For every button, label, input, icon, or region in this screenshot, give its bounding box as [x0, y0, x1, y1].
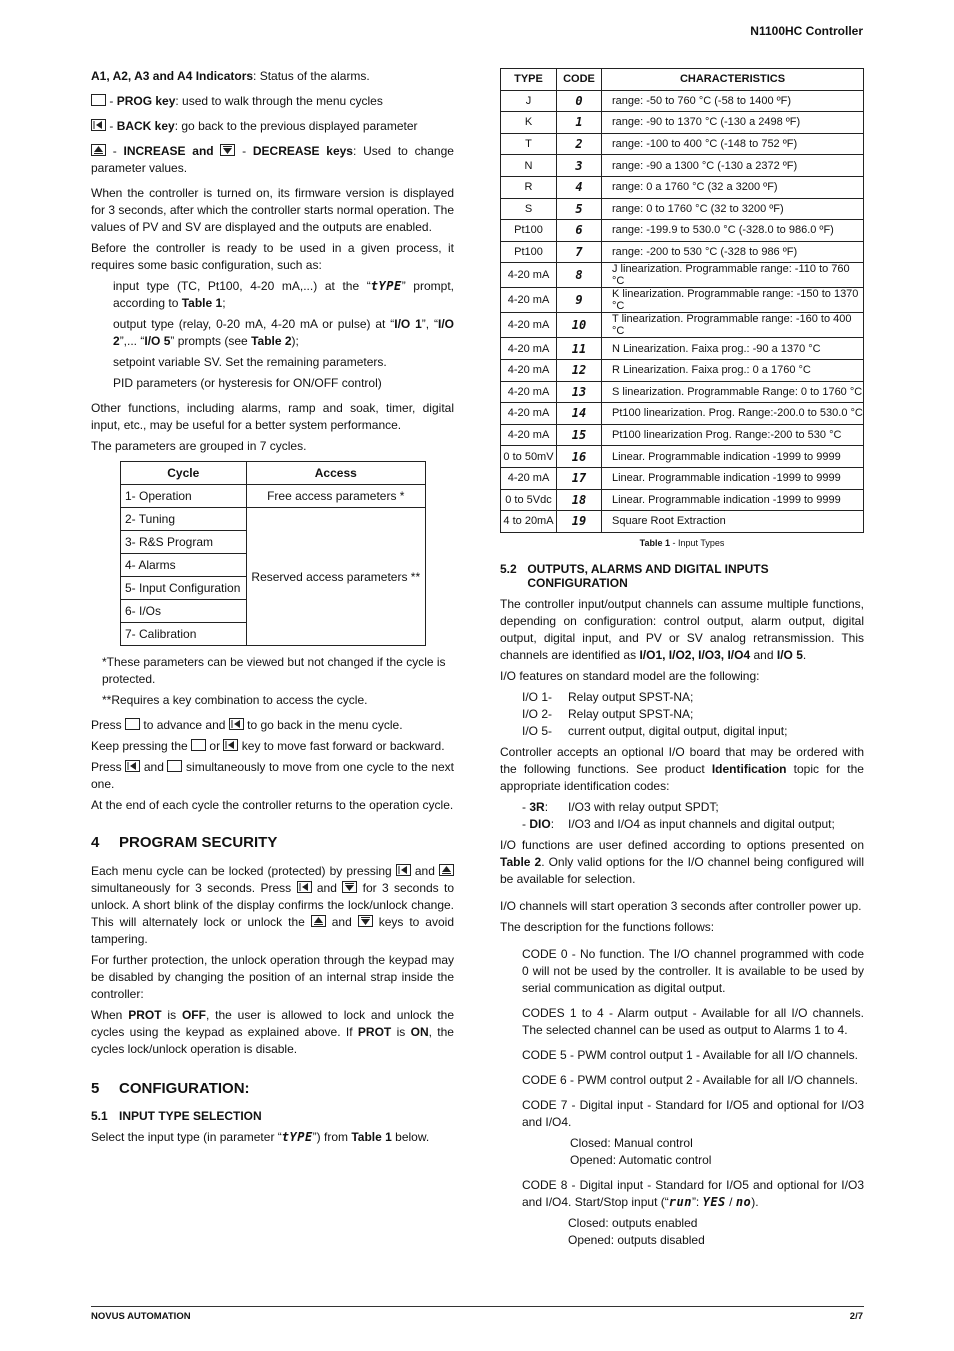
- table-row: [501, 155, 864, 177]
- characteristics-cell: T linearization. Programmable range: -160 to 400 °C: [602, 313, 864, 338]
- characteristics-cell: Pt100 linearization. Prog. Range:-200.0 to 530.0 °C: [602, 403, 864, 425]
- before-paragraph: Before the controller is ready to be used in a given process, it requires some basic configuration, such as:: [91, 241, 454, 272]
- type-header: TYPE: [501, 69, 557, 91]
- table-row: [501, 288, 864, 313]
- characteristics-cell: range: -90 to 1370 °C (-130 a 2498 ºF): [602, 112, 864, 134]
- keep-pressing-paragraph: Keep pressing the or key to move fast forward or backward.: [91, 739, 445, 753]
- back-key-paragraph: - BACK key: go back to the previous displayed parameter: [91, 118, 454, 135]
- code-cell: 19: [557, 511, 602, 533]
- characteristics-cell: range: -90 a 1300 °C (-130 a 2372 ºF): [602, 155, 864, 177]
- table-row: [501, 446, 864, 468]
- optional-board-list: [500, 799, 864, 833]
- optional-board-paragraph: Controller accepts an optional I/O board that may be ordered with the following functions. See product Identification topic for the appropriate identification codes:: [500, 744, 864, 793]
- prog-key-icon: [191, 739, 206, 751]
- opened-state: Opened: outputs disabled: [568, 1232, 705, 1247]
- type-cell: 4-20 mA: [501, 263, 557, 288]
- code-cell: 3: [557, 155, 602, 177]
- code-cell: 15: [557, 424, 602, 446]
- table-row: [501, 467, 864, 489]
- prog-key-icon: [91, 94, 106, 106]
- turn-on-paragraph: When the controller is turned on, its firmware version is displayed for 3 seconds, after which the controller starts normal operation. The values of PV and SV are displayed and the outputs are enabled.: [91, 186, 454, 234]
- table-row: [501, 381, 864, 403]
- increase-key-icon: [439, 864, 454, 876]
- cycles-table: [120, 461, 426, 646]
- characteristics-cell: range: -50 to 760 °C (-58 to 1400 ºF): [602, 90, 864, 112]
- type-cell: K: [501, 112, 557, 134]
- table-row: [121, 485, 426, 508]
- prog-key-paragraph: - PROG key: used to walk through the menu cycles: [91, 93, 454, 110]
- type-cell: N: [501, 155, 557, 177]
- back-key-icon: [396, 864, 411, 876]
- note-key-combination: **Requires a key combination to access the cycle.: [102, 693, 368, 707]
- code-cell: 14: [557, 403, 602, 425]
- io-features-list: [500, 689, 864, 740]
- code-5-paragraph: CODE 5 - PWM control output 1 - Available for all I/O channels.: [522, 1047, 858, 1062]
- table-row: [501, 90, 864, 112]
- user-defined-paragraph: I/O functions are user defined according to options presented on Table 2. Only valid options for the I/O channel being configured will be available for selection.: [500, 837, 864, 886]
- list-item: I/O 1- Relay output SPST-NA;: [522, 689, 694, 704]
- characteristics-cell: S linearization. Programmable Range: 0 to 1760 °C: [602, 381, 864, 403]
- list-item: I/O 2- Relay output SPST-NA;: [522, 706, 694, 721]
- list-item: - 3R: I/O3 with relay output SPDT;: [522, 799, 719, 814]
- prog-key-icon: [125, 718, 140, 730]
- table-row: [501, 424, 864, 446]
- table-row: [501, 338, 864, 360]
- code-cell: 1: [557, 112, 602, 134]
- strap-paragraph: For further protection, the unlock operation through the keypad may be disabled by changing the position of an internal strap inside the controller:: [91, 953, 454, 1001]
- increase-key-icon: [311, 915, 326, 927]
- input-type-selection-paragraph: Select the input type (in parameter “tYPE”) from Table 1 below.: [91, 1130, 430, 1144]
- grouped-paragraph: The parameters are grouped in 7 cycles.: [91, 439, 307, 453]
- cycle-cell: 6- I/Os: [121, 600, 247, 623]
- config-item-output-type: output type (relay, 0-20 mA, 4-20 mA or pulse) at “I/O 1”, “I/O 2”,... “I/O 5” prompts (see Table 2);: [113, 317, 454, 348]
- type-cell: 4-20 mA: [501, 467, 557, 489]
- code-cell: 18: [557, 489, 602, 511]
- code-1-4-paragraph: CODES 1 to 4 - Alarm output - Available for all I/O channels. The selected channel can be used as output to Alarms 1 to 4.: [522, 1005, 864, 1037]
- closed-state: Closed: outputs enabled: [568, 1215, 698, 1230]
- characteristics-cell: R Linearization. Faixa prog.: 0 a 1760 °C: [602, 359, 864, 381]
- footer-company: NOVUS AUTOMATION: [91, 1311, 191, 1322]
- code-cell: 12: [557, 359, 602, 381]
- code-7-states: [500, 1135, 864, 1169]
- section-5-2-heading: 5.2 OUTPUTS, ALARMS AND DIGITAL INPUTS CONFIGURATION: [500, 561, 769, 590]
- description-paragraph: The description for the functions follows:: [500, 919, 715, 934]
- lock-paragraph: Each menu cycle can be locked (protected) by pressing and simultaneously for 3 seconds. Press and for 3 seconds to unlock. A short blink of the display confirms the lock/unlock change. This will alternately lock or unlock the and keys to avoid tampering.: [91, 864, 455, 946]
- code-cell: 7: [557, 241, 602, 263]
- input-types-table: [500, 68, 864, 533]
- type-cell: Pt100: [501, 241, 557, 263]
- code-cell: 9: [557, 288, 602, 313]
- io-features-paragraph: I/O features on standard model are the following:: [500, 668, 760, 683]
- code-cell: 8: [557, 263, 602, 288]
- left-column: [91, 68, 454, 1150]
- code-6-paragraph: CODE 6 - PWM control output 2 - Available for all I/O channels.: [522, 1072, 858, 1087]
- footer-page-number: 2/7: [849, 1311, 863, 1322]
- decrease-key-icon: [220, 144, 235, 156]
- note-viewable: *These parameters can be viewed but not changed if the cycle is protected.: [102, 655, 446, 686]
- code-header: CODE: [557, 69, 602, 91]
- section-5-1-heading: 5.1 INPUT TYPE SELECTION: [91, 1109, 262, 1123]
- code-8-paragraph: CODE 8 - Digital input - Standard for I/O5 and optional for I/O3 and I/O4. Start/Stop input (“run”: YES / no).: [522, 1177, 864, 1209]
- characteristics-cell: Linear. Programmable indication -1999 to 9999: [602, 446, 864, 468]
- cycle-cell: 4- Alarms: [121, 554, 247, 577]
- cycle-cell: 3- R&S Program: [121, 531, 247, 554]
- code-cell: 6: [557, 220, 602, 242]
- characteristics-cell: Linear. Programmable indication -1999 to 9999: [602, 467, 864, 489]
- table-row: [501, 112, 864, 134]
- right-column: [500, 68, 864, 1257]
- type-cell: T: [501, 133, 557, 155]
- access-free-cell: Free access parameters *: [246, 485, 425, 508]
- type-cell: 4-20 mA: [501, 424, 557, 446]
- code-cell: 10: [557, 313, 602, 338]
- table-row: [501, 313, 864, 338]
- back-key-icon: [91, 119, 106, 131]
- code-cell: 4: [557, 176, 602, 198]
- cycles-notes: [91, 654, 454, 709]
- code-cell: 17: [557, 467, 602, 489]
- power-up-paragraph: I/O channels will start operation 3 seconds after controller power up.: [500, 898, 862, 913]
- table-row: [501, 359, 864, 381]
- increase-decrease-paragraph: - INCREASE and - DECREASE keys: Used to change parameter values.: [91, 144, 454, 175]
- table-header-row: [121, 462, 426, 485]
- table-row: [501, 176, 864, 198]
- input-types-body: [501, 90, 864, 532]
- code-cell: 2: [557, 133, 602, 155]
- type-cell: 0 to 50mV: [501, 446, 557, 468]
- code-8-states: [500, 1215, 864, 1249]
- increase-key-icon: [91, 144, 106, 156]
- characteristics-header: CHARACTERISTICS: [602, 69, 864, 91]
- page-header-title: N1100HC Controller: [750, 24, 863, 38]
- type-cell: 4-20 mA: [501, 403, 557, 425]
- table-row: [501, 511, 864, 533]
- characteristics-cell: range: -200 to 530 °C (-328 to 986 ºF): [602, 241, 864, 263]
- decrease-key-icon: [358, 915, 373, 927]
- other-functions-paragraph: Other functions, including alarms, ramp and soak, timer, digital input, etc., may be useful for a better system performance.: [91, 401, 454, 432]
- table-row: [501, 198, 864, 220]
- characteristics-cell: Square Root Extraction: [602, 511, 864, 533]
- end-cycle-paragraph: At the end of each cycle the controller returns to the operation cycle.: [91, 798, 454, 812]
- list-item: - DIO: I/O3 and I/O4 as input channels and digital output;: [522, 816, 835, 831]
- code-cell: 16: [557, 446, 602, 468]
- type-cell: R: [501, 176, 557, 198]
- table-row: [501, 220, 864, 242]
- code-cell: 11: [557, 338, 602, 360]
- characteristics-cell: Linear. Programmable indication -1999 to 9999: [602, 489, 864, 511]
- table-row: [501, 241, 864, 263]
- back-key-icon: [223, 739, 238, 751]
- code-0-paragraph: CODE 0 - No function. The I/O channel programmed with code 0 will not be used by the controller. It is available to be used by serial communication as digital output.: [522, 946, 864, 995]
- table-row: [501, 133, 864, 155]
- characteristics-cell: range: -100 to 400 °C (-148 to 752 ºF): [602, 133, 864, 155]
- characteristics-cell: J linearization. Programmable range: -110 to 760 °C: [602, 263, 864, 288]
- prog-key-icon: [167, 760, 182, 772]
- opened-state: Opened: Automatic control: [570, 1152, 712, 1167]
- code-7-paragraph: CODE 7 - Digital input - Standard for I/O5 and optional for I/O3 and I/O4.: [522, 1097, 864, 1129]
- type-cell: 4-20 mA: [501, 381, 557, 403]
- decrease-key-icon: [342, 881, 357, 893]
- characteristics-cell: K linearization. Programmable range: -150 to 1370 °C: [602, 288, 864, 313]
- press-advance-paragraph: Press to advance and to go back in the menu cycle.: [91, 718, 403, 732]
- cycle-cell: 1- Operation: [121, 485, 247, 508]
- access-header: Access: [246, 462, 425, 485]
- type-cell: 4-20 mA: [501, 288, 557, 313]
- characteristics-cell: range: 0 a 1760 °C (32 a 3200 ºF): [602, 176, 864, 198]
- table-row: [501, 263, 864, 288]
- type-cell: 4 to 20mA: [501, 511, 557, 533]
- cycle-header: Cycle: [121, 462, 247, 485]
- type-cell: 4-20 mA: [501, 359, 557, 381]
- characteristics-cell: range: -199.9 to 530.0 °C (-328.0 to 986.0 ºF): [602, 220, 864, 242]
- config-item-pid: PID parameters (or hysteresis for ON/OFF control): [113, 376, 382, 390]
- back-key-icon: [125, 760, 140, 772]
- type-cell: S: [501, 198, 557, 220]
- closed-state: Closed: Manual control: [570, 1135, 693, 1150]
- table-row: [501, 489, 864, 511]
- back-key-icon: [297, 881, 312, 893]
- cycle-cell: 2- Tuning: [121, 508, 247, 531]
- press-simultaneous-paragraph: Press and simultaneously to move from one cycle to the next one.: [91, 760, 455, 791]
- prot-paragraph: When PROT is OFF, the user is allowed to lock and unlock the cycles using the keypad as explained above. If PROT is ON, the cycles lock/unlock operation is disable.: [91, 1008, 455, 1056]
- access-reserved-cell: Reserved access parameters **: [246, 508, 425, 646]
- code-cell: 5: [557, 198, 602, 220]
- characteristics-cell: range: 0 to 1760 °C (32 to 3200 ºF): [602, 198, 864, 220]
- type-cell: J: [501, 90, 557, 112]
- table-1-caption: Table 1 - Input Types: [639, 537, 725, 548]
- type-cell: 4-20 mA: [501, 338, 557, 360]
- type-cell: Pt100: [501, 220, 557, 242]
- characteristics-cell: Pt100 linearization Prog. Range:-200 to 530 °C: [602, 424, 864, 446]
- code-cell: 0: [557, 90, 602, 112]
- characteristics-cell: N Linearization. Faixa prog.: -90 a 1370 °C: [602, 338, 864, 360]
- section-5-heading: 5 CONFIGURATION:: [91, 1080, 250, 1097]
- code-cell: 13: [557, 381, 602, 403]
- config-item-setpoint: setpoint variable SV. Set the remaining parameters.: [113, 355, 387, 369]
- io-channels-paragraph: The controller input/output channels can assume multiple functions, depending on configuration: control output, alarm output, digital output, digital input, and PV or SV analog retransmission. This channels are identified as I/O1, I/O2, I/O3, I/O4 and I/O 5.: [500, 596, 864, 662]
- table-row: [501, 403, 864, 425]
- cycle-cell: 7- Calibration: [121, 623, 247, 646]
- cycle-cell: 5- Input Configuration: [121, 577, 247, 600]
- table-row: [121, 508, 426, 531]
- config-item-input-type: input type (TC, Pt100, 4-20 mA,...) at the “tYPE” prompt, according to Table 1;: [113, 279, 454, 310]
- type-cell: 0 to 5Vdc: [501, 489, 557, 511]
- table-header-row: [501, 69, 864, 91]
- list-item: I/O 5- current output, digital output, digital input;: [522, 723, 788, 738]
- type-cell: 4-20 mA: [501, 313, 557, 338]
- back-key-icon: [229, 718, 244, 730]
- alarms-indicators-paragraph: A1, A2, A3 and A4 Indicators: Status of the alarms.: [91, 69, 370, 83]
- section-4-heading: 4 PROGRAM SECURITY: [91, 834, 278, 851]
- footer-divider: [91, 1306, 864, 1307]
